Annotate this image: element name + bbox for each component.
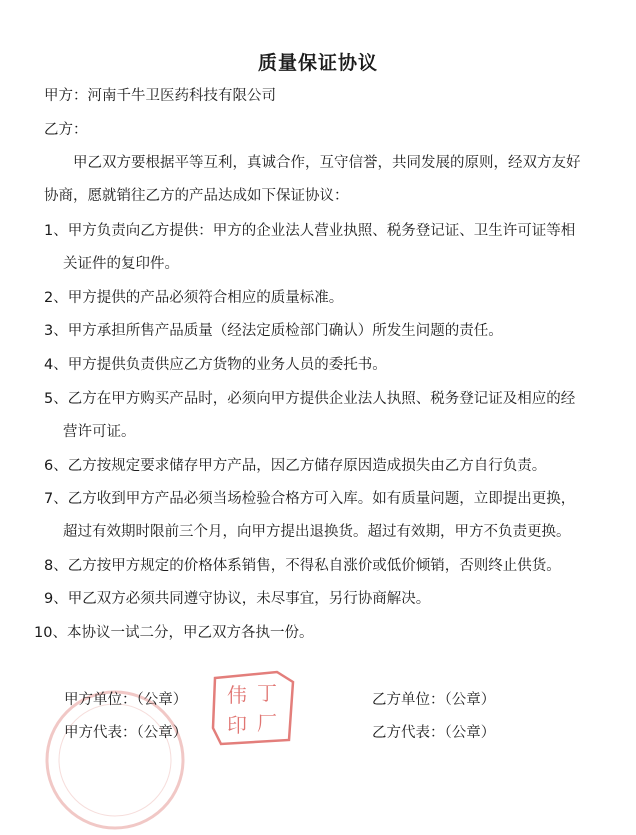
- clause-1: [44, 221, 575, 241]
- clause-text: 乙方按甲方规定的价格体系销售，不得私自涨价或低价倾销，否则终止供货。: [67, 558, 561, 574]
- clause-text: 甲方承担所售产品质量（经法定质检部门确认）所发生问题的责任。: [67, 323, 503, 339]
- clause-text: 甲方提供的产品必须符合相应的质量标准。: [67, 290, 344, 306]
- clause-text: 甲方负责向乙方提供：甲方的企业法人营业执照、税务登记证、卫生许可证等相: [67, 223, 576, 239]
- clause-7-continued: 超过有效期时限前三个月，向甲方提出退换货。超过有效期，甲方不负责更换。: [63, 524, 571, 540]
- clause-number: 1、: [44, 223, 68, 239]
- clause-number: 5、: [44, 391, 68, 407]
- svg-text:厂: 厂: [257, 711, 277, 735]
- svg-text:印: 印: [227, 713, 247, 737]
- party-a-representative-signature: 甲方代表：（公章）: [64, 725, 188, 741]
- factory-stamp-icon: [207, 668, 299, 748]
- party-a-line: 甲方：河南千牛卫医药科技有限公司: [44, 88, 276, 104]
- party-b-line: 乙方：: [44, 122, 88, 138]
- clause-4: [44, 355, 387, 375]
- clause-text: 乙方收到甲方产品必须当场检验合格方可入库。如有质量问题，立即提出更换，: [67, 491, 576, 507]
- clause-9: [44, 589, 430, 609]
- clause-number: 2、: [44, 290, 68, 306]
- clause-5: [44, 389, 575, 409]
- clause-text: 甲方提供负责供应乙方货物的业务人员的委托书。: [67, 357, 387, 373]
- svg-text:丁: 丁: [257, 681, 277, 705]
- clause-number: 3、: [44, 323, 68, 339]
- clause-number: 10、: [34, 625, 67, 641]
- clause-number: 9、: [44, 591, 68, 607]
- clause-6: [44, 456, 546, 476]
- clause-text: 本协议一试二分，甲乙双方各执一份。: [66, 625, 314, 641]
- clause-7: [44, 489, 575, 509]
- clause-number: 7、: [44, 491, 68, 507]
- clause-8: [44, 556, 561, 576]
- clause-10: [34, 623, 313, 643]
- intro-line-2: 协商，愿就销往乙方的产品达成如下保证协议：: [44, 188, 349, 204]
- party-b-unit-signature: 乙方单位：（公章）: [372, 692, 496, 708]
- clause-2: [44, 288, 343, 308]
- clause-number: 6、: [44, 458, 68, 474]
- clause-text: 乙方在甲方购买产品时，必须向甲方提供企业法人执照、税务登记证及相应的经: [67, 391, 576, 407]
- clause-text: 甲乙双方必须共同遵守协议，未尽事宜，另行协商解决。: [67, 591, 431, 607]
- svg-text:伟: 伟: [227, 683, 247, 707]
- clause-number: 8、: [44, 558, 68, 574]
- intro-line-1: 甲乙双方要根据平等互利，真诚合作，互守信誉，共同发展的原则，经双方友好: [73, 155, 581, 171]
- clause-1-continued: 关证件的复印件。: [63, 256, 179, 272]
- clause-5-continued: 营许可证。: [63, 424, 136, 440]
- clause-number: 4、: [44, 357, 68, 373]
- party-b-representative-signature: 乙方代表：（公章）: [372, 725, 496, 741]
- clause-3: [44, 321, 503, 341]
- clause-text: 乙方按规定要求储存甲方产品，因乙方储存原因造成损失由乙方自行负责。: [67, 458, 547, 474]
- party-a-unit-signature: 甲方单位：（公章）: [64, 692, 188, 708]
- document-title: 质量保证协议: [257, 52, 378, 74]
